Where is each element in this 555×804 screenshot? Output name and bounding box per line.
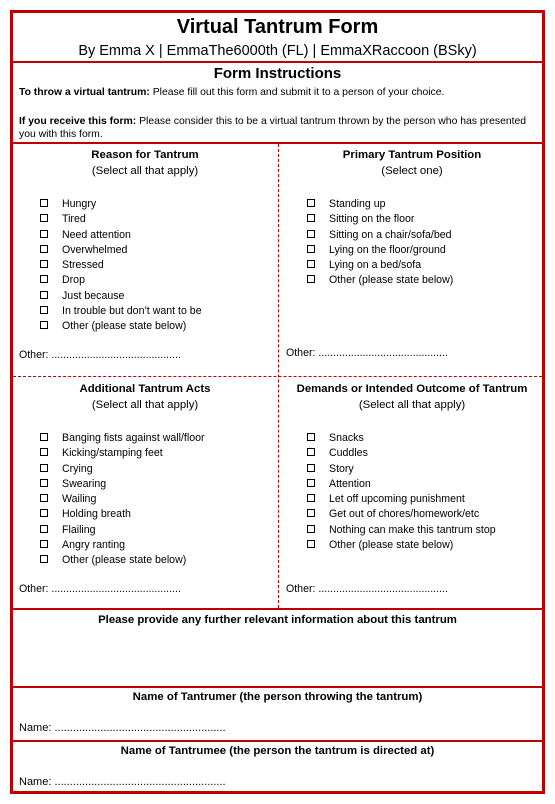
demands-title: Demands or Intended Outcome of Tantrum bbox=[296, 383, 528, 395]
tantrumer-title: Name of Tantrumer (the person throwing the tantrum) bbox=[132, 691, 423, 703]
demands-option[interactable]: Nothing can make this tantrum stop bbox=[307, 523, 544, 538]
checkbox[interactable] bbox=[40, 291, 48, 299]
divider-header bbox=[13, 61, 542, 63]
reason-subtitle: (Select all that apply) bbox=[91, 165, 199, 177]
checkbox[interactable] bbox=[40, 448, 48, 456]
position-option[interactable]: Lying on a bed/sofa bbox=[307, 258, 544, 273]
demands-list bbox=[280, 431, 544, 553]
checkbox[interactable] bbox=[40, 525, 48, 533]
acts-option[interactable]: Banging fists against wall/floor bbox=[40, 431, 277, 446]
reason-option[interactable]: Stressed bbox=[40, 258, 277, 273]
instructions-throw bbox=[19, 87, 534, 100]
reason-option[interactable]: Just because bbox=[40, 289, 277, 304]
tantrumee-title: Name of Tantrumee (the person the tantrum is directed at) bbox=[120, 745, 435, 757]
checkbox[interactable] bbox=[40, 555, 48, 563]
section-acts bbox=[13, 378, 277, 608]
position-title: Primary Tantrum Position bbox=[342, 149, 482, 161]
position-other-field[interactable]: Other: ............................................ bbox=[286, 347, 448, 359]
acts-other-field[interactable]: Other: ............................................ bbox=[19, 583, 181, 595]
instructions-throw-text: Please fill out this form and submit it to a person of your choice. bbox=[149, 87, 445, 98]
demands-option[interactable]: Other (please state below) bbox=[307, 538, 544, 553]
position-list bbox=[280, 197, 544, 289]
checkbox[interactable] bbox=[307, 214, 315, 222]
position-subtitle: (Select one) bbox=[381, 165, 443, 177]
reason-option[interactable]: Overwhelmed bbox=[40, 243, 277, 258]
demands-option[interactable]: Get out of chores/homework/etc bbox=[307, 507, 544, 522]
checkbox[interactable] bbox=[40, 433, 48, 441]
demands-other-field[interactable]: Other: ............................................ bbox=[286, 583, 448, 595]
reason-option[interactable]: Hungry bbox=[40, 197, 277, 212]
checkbox[interactable] bbox=[40, 199, 48, 207]
reason-option[interactable]: In trouble but don’t want to be bbox=[40, 304, 277, 319]
section-reason bbox=[13, 144, 277, 376]
acts-option[interactable]: Flailing bbox=[40, 523, 277, 538]
acts-option[interactable]: Holding breath bbox=[40, 507, 277, 522]
instructions-title: Form Instructions bbox=[213, 65, 342, 82]
acts-option[interactable]: Kicking/stamping feet bbox=[40, 446, 277, 461]
checkbox[interactable] bbox=[40, 494, 48, 502]
reason-option[interactable]: Tired bbox=[40, 212, 277, 227]
acts-subtitle: (Select all that apply) bbox=[91, 399, 199, 411]
divider-tantrumer bbox=[13, 740, 542, 742]
checkbox[interactable] bbox=[40, 540, 48, 548]
checkbox[interactable] bbox=[307, 433, 315, 441]
section-demands bbox=[280, 378, 544, 608]
demands-option[interactable]: Story bbox=[307, 462, 544, 477]
acts-option[interactable]: Wailing bbox=[40, 492, 277, 507]
checkbox[interactable] bbox=[307, 525, 315, 533]
form-byline: By Emma X | EmmaThe6000th (FL) | EmmaXRaccoon (BSky) bbox=[78, 43, 477, 59]
checkbox[interactable] bbox=[307, 494, 315, 502]
tantrumee-name-field[interactable]: Name: ........................................................ bbox=[19, 776, 226, 788]
checkbox[interactable] bbox=[307, 230, 315, 238]
position-option[interactable]: Sitting on the floor bbox=[307, 212, 544, 227]
further-info-area[interactable] bbox=[13, 629, 542, 684]
divider-further-info bbox=[13, 686, 542, 688]
divider-quad-horizontal bbox=[13, 376, 542, 377]
acts-option[interactable]: Crying bbox=[40, 462, 277, 477]
checkbox[interactable] bbox=[307, 275, 315, 283]
checkbox[interactable] bbox=[40, 321, 48, 329]
demands-option[interactable]: Cuddles bbox=[307, 446, 544, 461]
demands-option[interactable]: Let off upcoming punishment bbox=[307, 492, 544, 507]
form-frame bbox=[10, 10, 545, 794]
instructions-throw-label: To throw a virtual tantrum: bbox=[19, 87, 150, 98]
reason-title: Reason for Tantrum bbox=[91, 149, 199, 161]
checkbox[interactable] bbox=[307, 448, 315, 456]
checkbox[interactable] bbox=[307, 245, 315, 253]
reason-option[interactable]: Other (please state below) bbox=[40, 319, 277, 334]
further-info-title: Please provide any further relevant information about this tantrum bbox=[98, 614, 457, 626]
demands-subtitle: (Select all that apply) bbox=[358, 399, 466, 411]
instructions-receive-text: Please consider this to be a virtual tantrum thrown by the person who has presented you with this form. bbox=[19, 116, 527, 140]
checkbox[interactable] bbox=[40, 230, 48, 238]
section-position bbox=[280, 144, 544, 376]
reason-list bbox=[13, 197, 277, 335]
acts-option[interactable]: Other (please state below) bbox=[40, 553, 277, 568]
checkbox[interactable] bbox=[40, 306, 48, 314]
demands-option[interactable]: Attention bbox=[307, 477, 544, 492]
acts-option[interactable]: Angry ranting bbox=[40, 538, 277, 553]
checkbox[interactable] bbox=[40, 214, 48, 222]
checkbox[interactable] bbox=[40, 260, 48, 268]
acts-title: Additional Tantrum Acts bbox=[79, 383, 211, 395]
checkbox[interactable] bbox=[40, 479, 48, 487]
reason-option[interactable]: Drop bbox=[40, 273, 277, 288]
instructions-receive-label: If you receive this form: bbox=[19, 116, 137, 127]
reason-option[interactable]: Need attention bbox=[40, 228, 277, 243]
checkbox[interactable] bbox=[307, 540, 315, 548]
divider-quadrants bbox=[13, 608, 542, 610]
reason-other-field[interactable]: Other: ............................................ bbox=[19, 349, 181, 361]
checkbox[interactable] bbox=[40, 464, 48, 472]
position-option[interactable]: Standing up bbox=[307, 197, 544, 212]
tantrumer-name-field[interactable]: Name: ........................................................ bbox=[19, 722, 226, 734]
acts-list bbox=[13, 431, 277, 569]
checkbox[interactable] bbox=[307, 479, 315, 487]
checkbox[interactable] bbox=[40, 275, 48, 283]
demands-option[interactable]: Snacks bbox=[307, 431, 544, 446]
checkbox[interactable] bbox=[307, 260, 315, 268]
position-option[interactable]: Lying on the floor/ground bbox=[307, 243, 544, 258]
form-title: Virtual Tantrum Form bbox=[176, 16, 379, 38]
checkbox[interactable] bbox=[307, 509, 315, 517]
checkbox[interactable] bbox=[40, 509, 48, 517]
instructions-receive bbox=[19, 116, 534, 141]
position-option[interactable]: Sitting on a chair/sofa/bed bbox=[307, 228, 544, 243]
checkbox[interactable] bbox=[40, 245, 48, 253]
checkbox[interactable] bbox=[307, 464, 315, 472]
checkbox[interactable] bbox=[307, 199, 315, 207]
position-option[interactable]: Other (please state below) bbox=[307, 273, 544, 288]
acts-option[interactable]: Swearing bbox=[40, 477, 277, 492]
